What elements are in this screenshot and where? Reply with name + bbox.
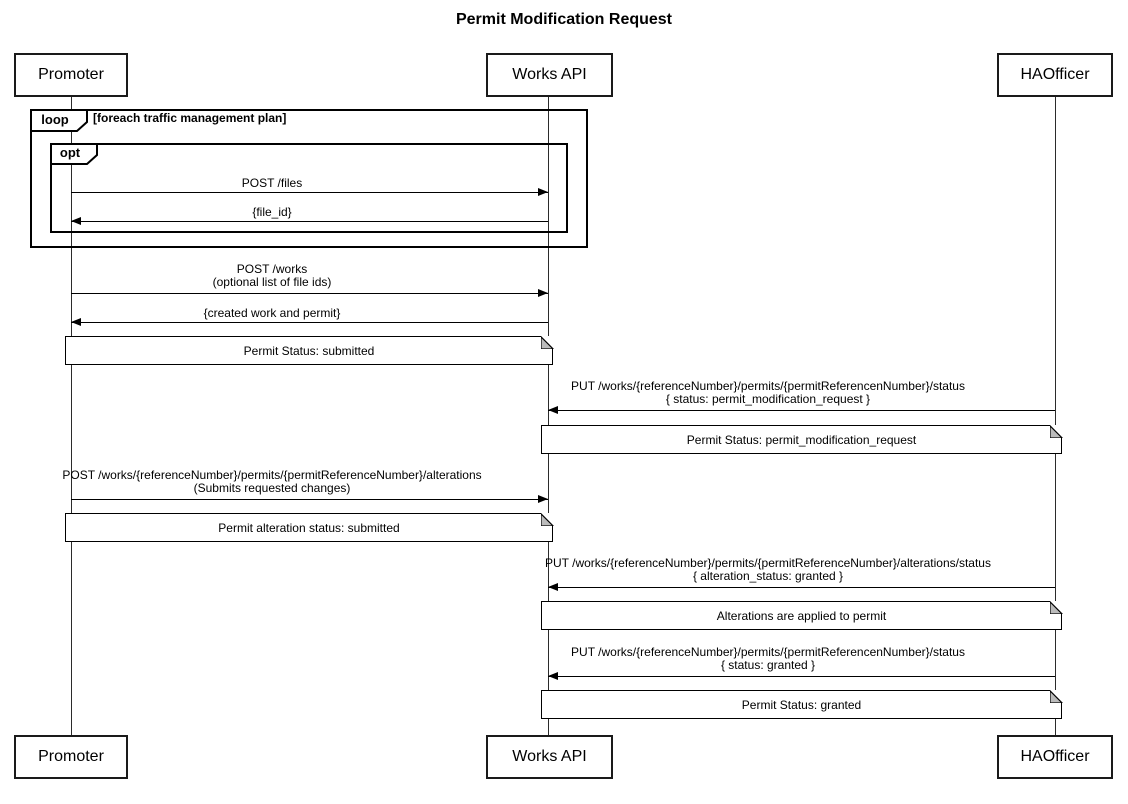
arrowhead-left-icon bbox=[71, 217, 81, 225]
note-fold-icon bbox=[1050, 690, 1063, 703]
message-label-line1: POST /works/{referenceNumber}/permits/{permitReferenceNumber}/alterations bbox=[62, 468, 482, 482]
note-text: Permit Status: granted bbox=[741, 697, 862, 712]
participant-works-api-top: Works API bbox=[486, 53, 613, 97]
loop-fragment-condition: [foreach traffic management plan] bbox=[93, 111, 287, 125]
opt-fragment bbox=[50, 143, 568, 233]
note-fold-icon bbox=[541, 336, 554, 349]
opt-fragment-label bbox=[50, 143, 98, 165]
arrowhead-left-icon bbox=[548, 583, 558, 591]
message-label-line1: PUT /works/{referenceNumber}/permits/{permitReferenceNumber}/alterations/status bbox=[545, 556, 991, 570]
note-text: Permit Status: permit_modification_request bbox=[686, 432, 917, 447]
note-permit-status-modification-request bbox=[541, 425, 1062, 454]
message-label-put-alteration-status bbox=[545, 557, 991, 583]
note-alterations-applied bbox=[541, 601, 1062, 630]
arrowhead-left-icon bbox=[548, 406, 558, 414]
loop-fragment-label bbox=[30, 109, 88, 132]
arrowhead-right-icon bbox=[538, 495, 548, 503]
lifeline-haofficer bbox=[1055, 97, 1056, 735]
message-line-put-alteration-status bbox=[548, 587, 1055, 588]
message-label-line2: { status: permit_modification_request } bbox=[665, 392, 871, 406]
arrowhead-right-icon bbox=[538, 289, 548, 297]
note-permit-status-granted bbox=[541, 690, 1062, 719]
message-line-post-files bbox=[71, 192, 548, 193]
message-label-created-work: {created work and permit} bbox=[203, 306, 341, 320]
note-permit-alteration-status-submitted bbox=[65, 513, 553, 542]
message-label-post-alterations bbox=[62, 469, 481, 495]
loop-fragment-label-text: loop bbox=[41, 111, 69, 127]
message-label-line2: (optional list of file ids) bbox=[212, 275, 332, 289]
note-text: Alterations are applied to permit bbox=[716, 608, 887, 623]
participant-promoter-top: Promoter bbox=[14, 53, 128, 97]
message-line-file-id bbox=[71, 221, 548, 222]
message-line-post-works bbox=[71, 293, 548, 294]
message-label-post-works bbox=[213, 263, 332, 289]
participant-works-api-bottom: Works API bbox=[486, 735, 613, 779]
message-line-put-status-granted bbox=[548, 676, 1055, 677]
arrowhead-left-icon bbox=[548, 672, 558, 680]
arrowhead-right-icon bbox=[538, 188, 548, 196]
message-label-line1: POST /works bbox=[236, 262, 308, 276]
arrowhead-left-icon bbox=[71, 318, 81, 326]
opt-fragment-label-text: opt bbox=[59, 145, 81, 160]
participant-haofficer-bottom: HAOfficer bbox=[997, 735, 1113, 779]
note-fold-icon bbox=[541, 513, 554, 526]
message-line-put-status-modification bbox=[548, 410, 1055, 411]
message-line-post-alterations bbox=[71, 499, 548, 500]
message-label-put-status-modification bbox=[571, 380, 965, 406]
message-label-post-files: POST /files bbox=[241, 176, 303, 190]
note-fold-icon bbox=[1050, 601, 1063, 614]
note-text: Permit Status: submitted bbox=[243, 343, 375, 358]
diagram-title: Permit Modification Request bbox=[455, 11, 673, 28]
message-label-line2: { status: granted } bbox=[720, 658, 816, 672]
message-label-line1: PUT /works/{referenceNumber}/permits/{permitReferencenNumber}/status bbox=[571, 379, 965, 393]
note-fold-icon bbox=[1050, 425, 1063, 438]
participant-haofficer-top: HAOfficer bbox=[997, 53, 1113, 97]
message-label-line2: { alteration_status: granted } bbox=[692, 569, 844, 583]
message-label-file-id: {file_id} bbox=[252, 205, 292, 219]
note-permit-status-submitted bbox=[65, 336, 553, 365]
note-text: Permit alteration status: submitted bbox=[218, 520, 400, 535]
message-line-created-work bbox=[71, 322, 548, 323]
participant-promoter-bottom: Promoter bbox=[14, 735, 128, 779]
message-label-put-status-granted bbox=[571, 646, 965, 672]
message-label-line1: PUT /works/{referenceNumber}/permits/{permitReferencenNumber}/status bbox=[571, 645, 965, 659]
message-label-line2: (Submits requested changes) bbox=[193, 481, 351, 495]
